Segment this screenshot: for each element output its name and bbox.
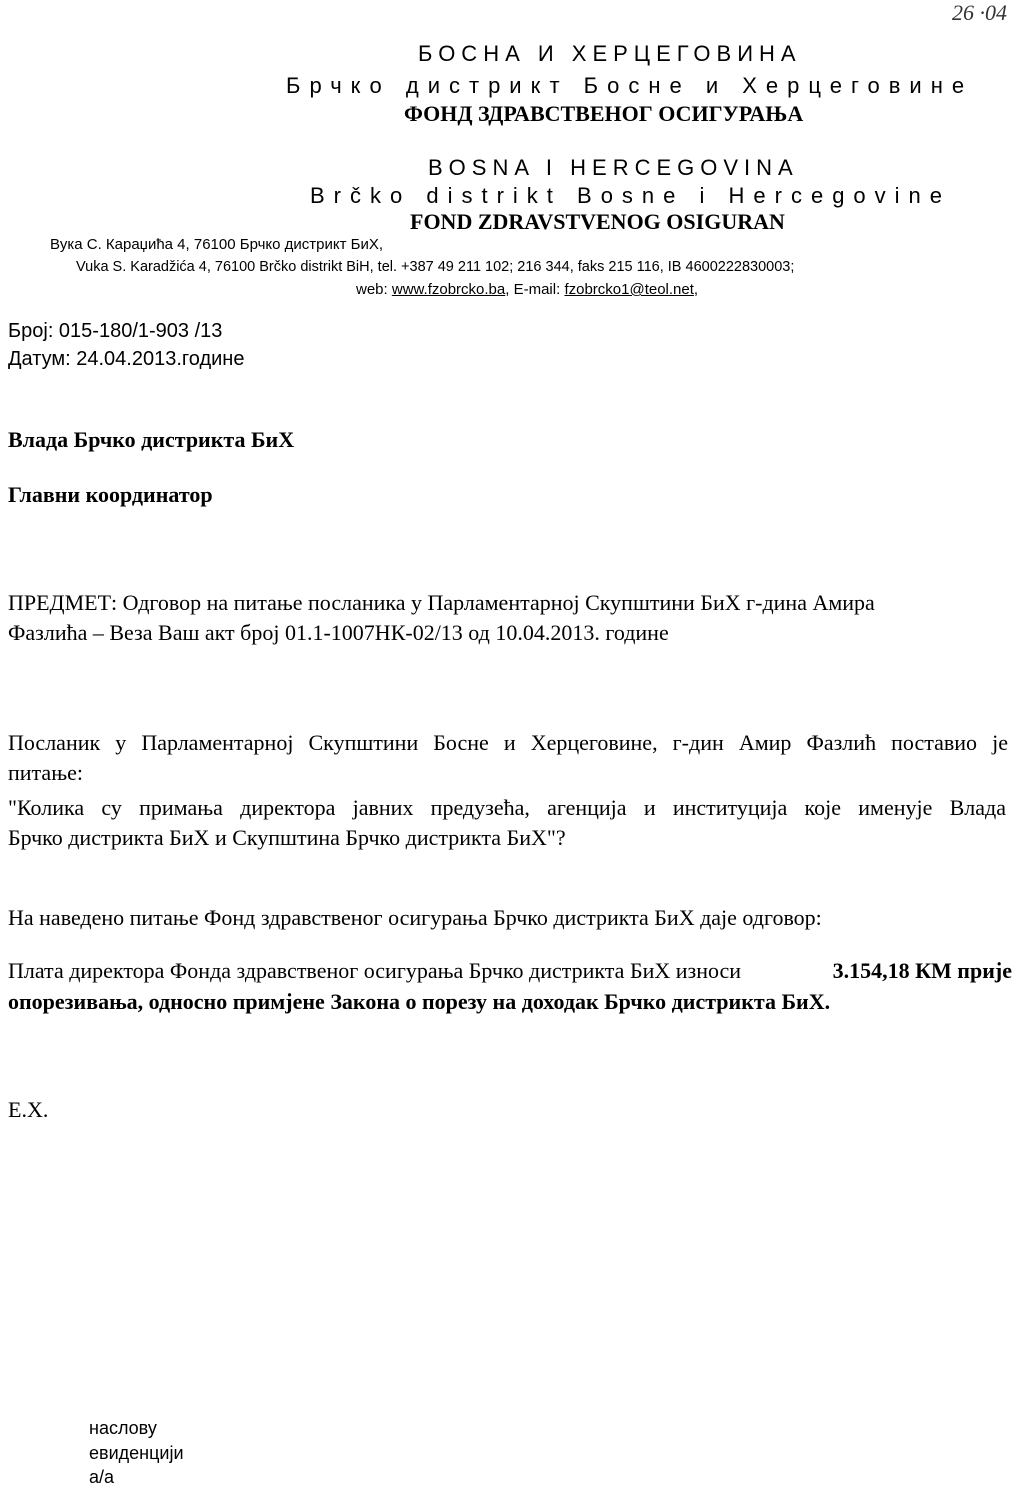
quote-line-2: Брчко дистрикта БиХ и Скупштина Брчко дистрикта БиХ"? xyxy=(8,825,566,850)
cc-item-addressee: наслову xyxy=(89,1418,157,1438)
web-link[interactable]: www.fzobrcko.ba xyxy=(391,281,506,298)
cc-item-records: евиденцији xyxy=(89,1443,184,1463)
email-label: , E-mail: xyxy=(505,281,561,298)
email-link[interactable]: fzobrcko1@teol.net xyxy=(564,281,694,298)
header-fund-lat: FOND ZDRAVSTVENOG OSIGURAN xyxy=(410,209,785,234)
body-paragraph-2: На наведено питање Фонд здравственог осигурања Брчко дистрикта БиХ даје одговор: xyxy=(8,905,822,930)
document-date: Датум: 24.04.2013.године xyxy=(8,348,245,370)
body-paragraph-3-line-2: опорезивања, односно примјене Закона о порезу на доходак Брчко дистрикта БиХ. xyxy=(8,989,831,1014)
salary-amount: 3.154,18 КМ прије xyxy=(832,958,1012,983)
header-fund-cyr: ФОНД ЗДРАВСТВЕНОГ ОСИГУРАЊА xyxy=(404,101,804,126)
document-number: Број: 015-180/1-903 /13 xyxy=(8,320,223,342)
body-paragraph-3-line-1 xyxy=(8,958,1012,984)
body-paragraph-1-line-1: Посланик у Парламентарној Скупштини Босне и Херцеговине, г-дин Амир Фазлић поставио је xyxy=(8,730,1008,755)
subject-line-1: ПРЕДМЕТ: Одговор на питање посланика у Парламентарној Скупштини БиХ г-дина Амира xyxy=(8,590,875,615)
quote-line-1: "Колика су примања директора јавних предузећа, агенција и институција које именује Влада xyxy=(8,795,1006,820)
web-label: web: xyxy=(356,281,388,298)
addressee-coordinator: Главни координатор xyxy=(8,482,213,507)
handwritten-mark: 26 ·04 xyxy=(952,0,1007,25)
addressee-government: Влада Брчко дистрикта БиХ xyxy=(8,427,295,452)
header-web-line xyxy=(356,281,698,298)
email-suffix: , xyxy=(693,281,699,298)
header-district-lat: Brčko distrikt Bosne i Hercegovine xyxy=(310,183,952,208)
header-address-cyr: Вука С. Караџића 4, 76100 Брчко дистрикт БиХ, xyxy=(50,236,384,253)
author-initials: E.X. xyxy=(8,1097,49,1122)
header-country-lat: BOSNA I HERCEGOVINA xyxy=(428,155,799,180)
subject-line-2: Фазлића – Веза Ваш акт број 01.1-1007НК-02/13 од 10.04.2013. године xyxy=(8,620,669,645)
cc-item-archive: a/a xyxy=(89,1467,115,1487)
header-country-cyr: БОСНА И ХЕРЦЕГОВИНА xyxy=(418,41,802,66)
body-paragraph-1-line-2: питање: xyxy=(8,760,83,785)
salary-text: Плата директора Фонда здравственог осигурања Брчко дистрикта БиХ износи xyxy=(8,958,742,983)
header-district-cyr: Брчко дистрикт Босне и Херцеговине xyxy=(286,73,974,98)
header-address-lat: Vuka S. Karadžića 4, 76100 Brčko distrikt BiH, tel. +387 49 211 102; 216 344, faks 215 116, IB 4600222830003; xyxy=(76,259,795,275)
